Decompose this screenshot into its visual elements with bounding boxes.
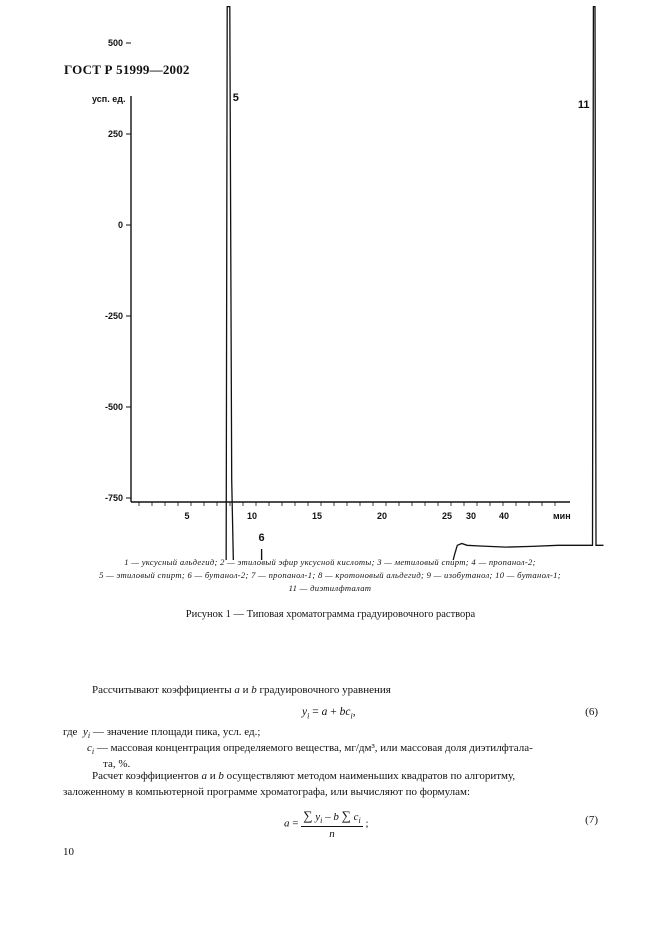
- equation-6-number: (6): [585, 706, 598, 718]
- legend-item-name: — изобутанол: [431, 570, 490, 580]
- x-axis-label: мин: [553, 511, 571, 521]
- legend-item-number: 8: [317, 570, 323, 580]
- legend-item-number: 11: [288, 583, 298, 593]
- legend-row: [70, 569, 590, 582]
- x-tick-label: 40: [498, 511, 510, 521]
- legend-item: 6 — бутанол-2;: [187, 570, 252, 580]
- legend-item: 8 — кротоновый альдегид;: [317, 570, 427, 580]
- x-ticks-group: [139, 502, 555, 521]
- legend-item-name: — метиловый спирт: [381, 557, 466, 567]
- legend-item: 1 — уксусный альдегид;: [124, 557, 221, 567]
- equation-6: $y_i = a + bc_i$,: [302, 706, 356, 721]
- legend-item: 5 — этиловый спирт;: [99, 570, 188, 580]
- x-tick-label: 25: [441, 511, 453, 521]
- chromatogram-trace: [113, 7, 603, 560]
- peak-labels-group: [181, 92, 589, 560]
- where-y-text: — значение площади пика, усл. ед.;: [92, 726, 261, 738]
- legend-item-number: 2: [220, 557, 225, 567]
- legend-item: 7 — пропанол-1;: [251, 570, 318, 580]
- y-tick-label: -750: [104, 493, 123, 503]
- y-tick-label: -500: [104, 402, 123, 412]
- where-c-continuation: та, %.: [103, 758, 131, 770]
- legend-item-name: — кротоновый альдегид: [322, 570, 421, 580]
- legend-item-name: — пропанол-1: [255, 570, 313, 580]
- legend-row: [70, 582, 590, 595]
- legend-item: 2 — этиловый эфир уксусной кислоты;: [220, 557, 378, 567]
- chart-axes: [131, 96, 570, 502]
- x-tick-label: 15: [311, 511, 323, 521]
- y-ticks-group: [100, 38, 131, 560]
- y-tick-label: -250: [104, 311, 123, 321]
- where-prefix: где: [63, 726, 78, 738]
- legend-item-name: — бутанол-2: [192, 570, 246, 580]
- x-tick-label: 10: [246, 511, 258, 521]
- peak-label: 6: [258, 531, 265, 544]
- paragraph-lsq-line2: заложенному в компьютерной программе хроматографа, или вычисляют по формулам:: [63, 786, 471, 798]
- legend-item: 9 — изобутанол;: [426, 570, 496, 580]
- legend-item-number: 9: [426, 570, 432, 580]
- paragraph-coefficients: Рассчитывают коэффициенты a и b градуировочного уравнения: [92, 684, 391, 696]
- x-tick-label: 30: [465, 511, 477, 521]
- page-number: 10: [63, 846, 74, 858]
- document-header: ГОСТ Р 51999—2002: [64, 62, 190, 77]
- legend-item-name: — этиловый эфир уксусной кислоты: [224, 557, 372, 567]
- legend-item-name: — пропанол-2: [476, 557, 533, 567]
- legend-item: [289, 583, 372, 593]
- peak-label: 5: [232, 92, 239, 104]
- equation-7-number: (7): [585, 814, 598, 826]
- figure-caption: Рисунок 1 — Типовая хроматограмма градуировочного раствора: [185, 609, 476, 620]
- x-tick-label: 20: [376, 511, 388, 521]
- where-y-definition: где $y_i$ — значение площади пика, усл. ед.;: [63, 726, 261, 741]
- legend-item-name: — этиловый спирт: [103, 570, 182, 580]
- legend-item: 4 — пропанол-2;: [471, 557, 536, 567]
- legend-row: [70, 556, 590, 569]
- y-tick-label: 0: [117, 220, 123, 230]
- legend-item-number: 10: [495, 570, 505, 580]
- y-tick-label: 500: [107, 38, 123, 48]
- legend-item-number: 1: [124, 557, 129, 567]
- legend-item-number: 7: [251, 570, 256, 580]
- equation-7: a = $\frac{\sum y_i - b \sum c_i}{n}$ ;: [284, 808, 369, 841]
- x-tick-label: 5: [184, 511, 190, 521]
- legend-item-name: — уксусный альдегид: [128, 557, 215, 567]
- y-axis-label: усп. ед.: [92, 94, 126, 104]
- where-c-definition: $c_i$ — массовая концентрация определяемого вещества, мг/дм³, или массовая доля диэтилфтала-: [87, 742, 533, 757]
- legend-item-name: — диэтилфталат: [297, 583, 372, 593]
- where-c-text: — массовая концентрация определяемого вещества, мг/дм³, или массовая доля диэтилфтала-: [96, 742, 533, 754]
- legend-item-number: 4: [471, 557, 476, 567]
- legend-item: 10 — бутанол-1;: [495, 570, 561, 580]
- legend-item-name: — бутанол-1: [504, 570, 558, 580]
- y-tick-label: 250: [107, 129, 123, 139]
- legend-item-number: 5: [99, 570, 104, 580]
- legend-item-number: 6: [187, 570, 193, 580]
- legend-item: 3 — метиловый спирт;: [377, 557, 472, 567]
- paragraph-lsq-line1: Расчет коэффициентов a и b осуществляют методом наименьших квадратов по алгоритму,: [92, 770, 516, 782]
- figure-legend: [70, 556, 590, 595]
- peak-label: 11: [577, 99, 590, 111]
- legend-item-number: 3: [377, 557, 382, 567]
